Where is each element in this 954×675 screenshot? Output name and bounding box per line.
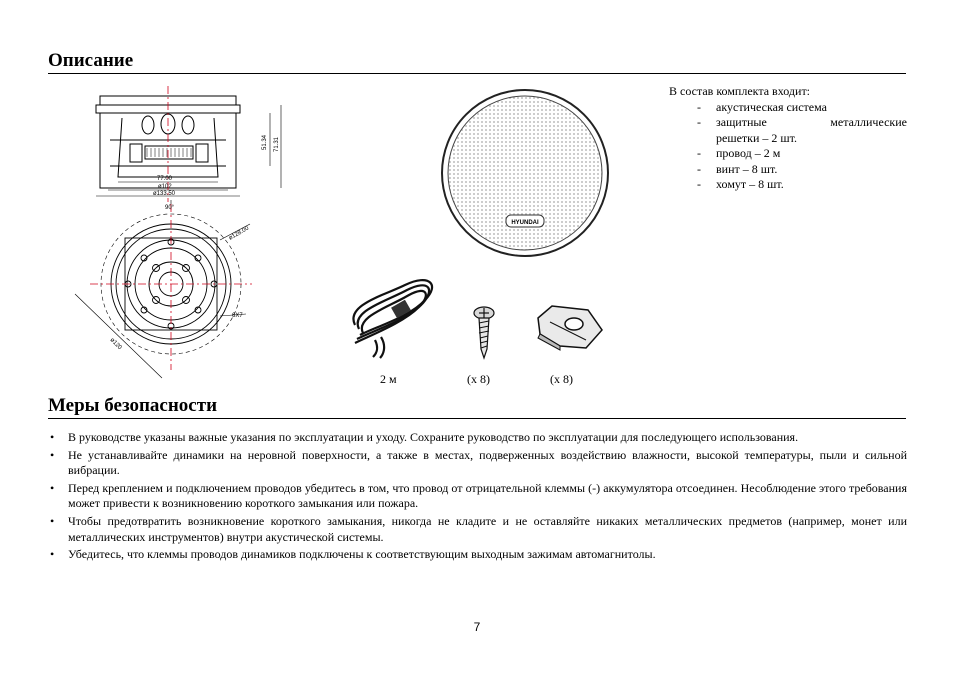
clip-image bbox=[530, 300, 610, 355]
speaker-side-view-drawing bbox=[60, 82, 290, 202]
safety-item: • В руководстве указаны важные указания по эксплуатации и уходу. Сохраните руководство по эксплуатации для последующего использования. bbox=[50, 430, 799, 444]
dim-label-angle: 90° bbox=[165, 205, 175, 211]
dim-label-holes: 6X7 bbox=[232, 313, 243, 319]
bullet-icon: • bbox=[50, 513, 55, 528]
section-title-description: Описание bbox=[48, 50, 906, 74]
safety-item: • Не устанавливайте динамики на неровной поверхности, а также в местах, подверженных воздействию влажности, высокой температуры, пыли и сильной вибрации. bbox=[50, 447, 907, 478]
dim-label-side: ø120 bbox=[108, 337, 123, 352]
dim-label-77: 77.00 bbox=[157, 176, 173, 182]
dim-label-71: 71.31 bbox=[274, 136, 280, 152]
kit-item: - винт – 8 шт. bbox=[697, 161, 778, 176]
bullet-icon: • bbox=[50, 430, 55, 444]
grille-brand-logo: HYUNDAI bbox=[511, 220, 539, 226]
dim-label-51: 51.34 bbox=[262, 134, 268, 150]
speaker-front-view-drawing bbox=[70, 200, 270, 380]
safety-list bbox=[50, 430, 907, 565]
clip-caption: (x 8) bbox=[550, 372, 573, 386]
wire-caption: 2 м bbox=[380, 372, 397, 386]
screw-image bbox=[470, 305, 498, 360]
page-number: 7 bbox=[473, 620, 481, 634]
safety-item: • Чтобы предотвратить возникновение короткого замыкания, никогда не кладите и не оставляйте никаких металлических предметов (например, монет или металлических инструментов) внутри акустической системы. bbox=[50, 513, 907, 544]
bullet-icon: • bbox=[50, 447, 55, 462]
kit-item: - защитные металлические решетки – 2 шт. bbox=[697, 115, 907, 145]
kit-intro: В состав комплекта входит: bbox=[669, 84, 811, 98]
dim-label-102: ø102 bbox=[158, 184, 172, 190]
dim-label-128: ø128.00 bbox=[228, 225, 251, 242]
bullet-icon: • bbox=[50, 547, 55, 562]
kit-contents bbox=[669, 84, 907, 193]
safety-item: • Убедитесь, что клеммы проводов динамиков подключены к соответствующим выходным зажимам автомагнитолы. bbox=[50, 547, 656, 562]
kit-item: - акустическая система bbox=[697, 99, 827, 114]
safety-item: • Перед креплением и подключением проводов убедитесь в том, что провод от отрицательной клеммы (-) аккумулятора отсоединен. Несоблюдение этого требования может привести к возникновению короткого замыкания или пожара. bbox=[50, 480, 907, 511]
kit-item: - хомут – 8 шт. bbox=[697, 177, 784, 191]
speaker-grille-image bbox=[440, 88, 610, 258]
dim-label-133: ø133.50 bbox=[153, 191, 176, 197]
section-title-safety: Меры безопасности bbox=[48, 395, 906, 419]
kit-item: - провод – 2 м bbox=[697, 146, 781, 160]
screw-caption: (x 8) bbox=[467, 372, 490, 386]
bullet-icon: • bbox=[50, 480, 55, 495]
wire-bundle-image bbox=[345, 265, 445, 360]
